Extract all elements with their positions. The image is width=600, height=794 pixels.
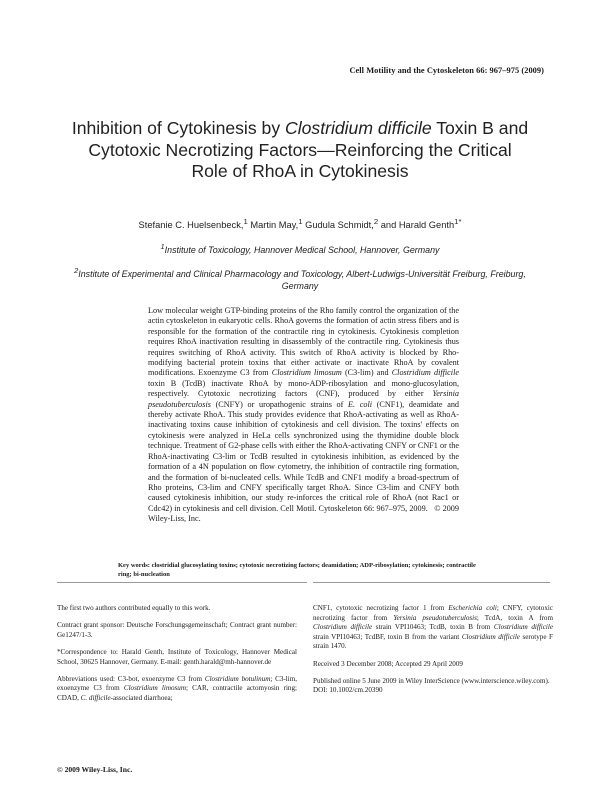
abbr-species: Clostridium difficile <box>493 623 554 632</box>
abbr-text: strain VPI10463; TcdBF, toxin B from the variant <box>313 632 462 641</box>
author-3-affil: 2 <box>373 217 379 226</box>
abstract-species: Clostridium limosum <box>271 368 342 378</box>
footer-copyright: © 2009 Wiley-Liss, Inc. <box>57 765 133 774</box>
published-text: Published online 5 June 2009 in Wiley InterScience (www.interscience.wiley.com). <box>313 676 550 685</box>
affiliation-1-mark: 1 <box>160 242 165 251</box>
abbr-text: serotype F strain 1470. <box>313 632 553 651</box>
abstract-text: toxin B (TcdB) inactivate RhoA by mono-ADP-ribosylation and mono-glucosylation, respectively. Cytotoxic necrotizing factors (CNF), produced by either <box>148 378 459 399</box>
footnote-divider-right <box>313 582 550 583</box>
title-post: Toxin B and Cytotoxic Necrotizing Factors—Reinforcing the Critical Role of RhoA in Cytokinesis <box>88 118 529 181</box>
footnotes-left-column <box>57 604 297 711</box>
abstract <box>148 306 459 525</box>
abbr-species: Clostridium limosum <box>123 684 186 693</box>
abbr-species: Clostridium botulinum <box>204 674 271 683</box>
journal-header: Cell Motility and the Cytoskeleton 66: 967–975 (2009) <box>349 66 544 75</box>
received-accepted-dates: Received 3 December 2008; Accepted 29 April 2009 <box>313 659 463 668</box>
affiliation-2 <box>60 265 540 293</box>
author-4: and Harald Genth <box>378 220 455 231</box>
abstract-species: Clostridium difficile <box>391 368 459 378</box>
author-3: Gudula Schmidt, <box>302 220 374 231</box>
abbr-text: ; CAR, contractile actomyosin ring; CDAD, <box>57 684 297 702</box>
abstract-text: (CNF1), deamidate and thereby activate RhoA. This study provides evidence that RhoA-activating as well as RhoA-inactivating toxins cause inhibition of cytokinesis and cell division. The toxins' effects on cytokinesis were analyzed in HeLa cells synchronized using the thymidine double block technique. Treatment of G2-phase cells with either the RhoA-activating CNFY or CNF1 or the RhoA-inactivating C3-lim or TcdB resulted in cytokinesis inhibition, as evidenced by the formation of a 4N population on flow cytometry, the inhibition of contractile ring formation, and the formation of bi-nucleated cells. While TcdB and CNF1 modify a broad-spectrum of Rho proteins, C3-lim and CNFY specifically target RhoA. Since C3-lim and CNFY both caused cytokinesis inhibition, our study re-inforces the critical role of RhoA (not Rac1 or Cdc42) in cytokinesis and cell division. Cell Motil. Cytoskeleton 66: 967–975, 2009. <box>148 399 460 513</box>
footnotes-right-column <box>313 604 553 696</box>
affiliation-2-mark: 2 <box>74 266 79 275</box>
grant-note: Contract grant sponsor: Deutsche Forschungsgemeinschaft; Contract grant number: Ge1247/1-3. <box>57 621 297 639</box>
abstract-text: (CNFY) or uropathogenic strains of <box>210 399 349 409</box>
author-1-affil: 1 <box>243 217 248 226</box>
abstract-species: E. coli <box>348 399 373 409</box>
abbr-text: CNF1, cytotoxic necrotizing factor 1 from <box>313 604 449 612</box>
abbr-species: Clostridium difficile <box>313 623 373 632</box>
abstract-species: Yersinia pseudotuberculosis <box>148 389 459 409</box>
abbr-text: strain VPI10463; TcdB, toxin B from <box>372 623 494 632</box>
abbr-species: C. difficile <box>80 693 111 702</box>
online-publication-note <box>313 677 553 696</box>
abstract-text: Low molecular weight GTP-binding proteins of the Rho family control the organization of the actin cytoskeleton in eukaryotic cells. RhoA governs the formation of actin stress fibers and is responsible for the formation of the contractile ring in cytokinesis. Cytokinesis completion requires RhoA inactivation resulting in disassembly of the contractile ring. Cytokinesis thus requires switching of RhoA activity. This switch of RhoA activity is blocked by Rho-modifying bacterial protein toxins that either activate or inactivate RhoA by covalent modifications. Exoenzyme C3 from <box>148 306 459 378</box>
author-4-affil: 1* <box>454 217 462 226</box>
abstract-copyright: © 2009 Wiley-Liss, Inc. <box>148 503 459 524</box>
author-2-affil: 1 <box>298 217 303 226</box>
correspondence-note: *Correspondence to: Harald Genth, Institute of Toxicology, Hannover Medical School, 30625 Hannover, Germany. E-mail: genth.harald@mh-hannover.de <box>57 647 297 666</box>
affiliation-1 <box>60 241 540 256</box>
affiliation-2-text: Institute of Experimental and Clinical Pharmacology and Toxicology, Albert-Ludwigs-Universität Freiburg, Freiburg, Germany <box>78 268 526 292</box>
abbr-text: Abbreviations used: C3-bot, exoenzyme C3 from <box>57 674 205 683</box>
abbr-text: -associated diarrhoea; <box>110 693 173 702</box>
abbr-text: ; C3-lim, exoenzyme C3 from <box>57 674 297 693</box>
author-list <box>60 217 540 230</box>
abbr-species: Escherichia coli <box>448 604 497 612</box>
abstract-text: (C3-lim) and <box>341 368 392 378</box>
title-species: Clostridium difficile <box>285 118 432 138</box>
contribution-note: The first two authors contributed equally to this work. <box>57 604 211 612</box>
title-pre: Inhibition of Cytokinesis by <box>71 118 285 138</box>
abbreviations-continued <box>313 604 553 652</box>
abbreviations-note <box>57 675 297 704</box>
abbr-text: ; TcdA, toxin A from <box>476 613 553 622</box>
author-1: Stefanie C. Huelsenbeck, <box>138 220 244 231</box>
affiliation-1-text: Institute of Toxicology, Hannover Medical School, Hannover, Germany <box>164 244 440 255</box>
keywords: Key words: clostridial glucosylating toxins; cytotoxic necrotizing factors; deamidation; ADP-ribosylation; cytokinesis; contractile ring; bi-nucleation <box>118 562 476 578</box>
article-title <box>70 118 530 183</box>
abbr-species: Clostridium difficile <box>461 632 520 641</box>
author-2: Martin May, <box>247 220 299 231</box>
footnote-divider-left <box>57 582 307 583</box>
abbr-species: Yersinia pseudotuberculosis <box>393 613 477 622</box>
doi-link[interactable]: DOI: 10.1002/cm.20390 <box>313 686 383 695</box>
abbr-text: ; CNFY, cytotoxic necrotizing factor from <box>313 604 553 622</box>
